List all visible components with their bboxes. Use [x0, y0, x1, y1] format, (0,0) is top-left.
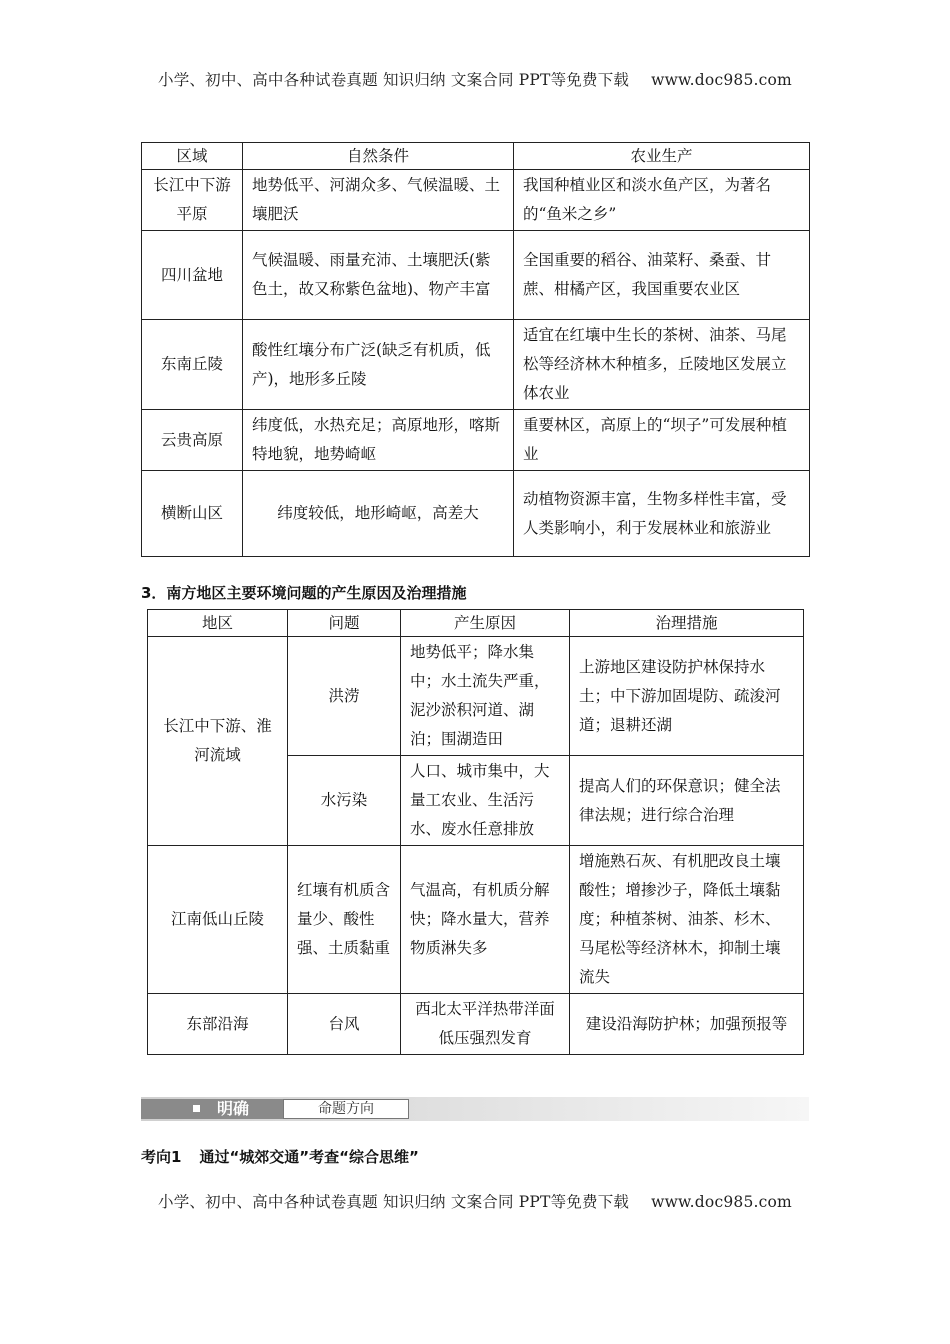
header-cell: 农业生产	[514, 143, 810, 170]
agri-cell: 重要林区，高原上的“坝子”可发展种植业	[514, 410, 810, 471]
nature-cell: 酸性红壤分布广泛(缺乏有机质，低产)，地形多丘陵	[243, 320, 514, 410]
agri-cell: 我国种植业区和淡水鱼产区，为著名的“鱼米之乡”	[514, 170, 810, 231]
header-cell: 区域	[142, 143, 243, 170]
south-region-agriculture-table	[141, 142, 810, 557]
section-title: 3．南方地区主要环境问题的产生原因及治理措施	[141, 584, 467, 602]
agri-cell: 适宜在红壤中生长的茶树、油茶、马尾松等经济林木种植多，丘陵地区发展立体农业	[514, 320, 810, 410]
problem-cell: 洪涝	[288, 637, 401, 756]
agri-cell: 全国重要的稻谷、油菜籽、桑蚕、甘蔗、柑橘产区，我国重要农业区	[514, 231, 810, 320]
kaoxiang-number: 考向1	[141, 1148, 182, 1166]
square-bullet-icon	[193, 1105, 200, 1112]
region-cell: 长江中下游、淮河流域	[148, 637, 288, 846]
cause-cell: 人口、城市集中，大量工农业、生活污水、废水任意排放	[401, 756, 570, 846]
header-text: 小学、初中、高中各种试卷真题 知识归纳 文案合同 PPT等免费下载	[158, 71, 630, 89]
header-cell: 问题	[288, 610, 401, 637]
nature-cell: 气候温暖、雨量充沛、土壤肥沃(紫色土，故又称紫色盆地)、物产丰富	[243, 231, 514, 320]
region-cell: 东南丘陵	[142, 320, 243, 410]
banner-label-box	[283, 1099, 409, 1119]
table-row	[148, 846, 804, 994]
measure-cell: 增施熟石灰、有机肥改良土壤酸性；增掺沙子，降低土壤黏度；种植茶树、油茶、杉木、马尾松等经济林木，抑制土壤流失	[570, 846, 804, 994]
region-cell: 江南低山丘陵	[148, 846, 288, 994]
table-row	[148, 994, 804, 1055]
problem-cell: 红壤有机质含量少、酸性强、土质黏重	[288, 846, 401, 994]
region-cell: 横断山区	[142, 471, 243, 557]
environment-problems-table	[147, 609, 804, 1055]
region-cell: 东部沿海	[148, 994, 288, 1055]
page-footer	[0, 1190, 950, 1212]
table-row	[142, 170, 810, 231]
table-row	[142, 231, 810, 320]
region-cell: 长江中下游平原	[142, 170, 243, 231]
kaoxiang-title: 通过“城郊交通”考查“综合思维”	[199, 1148, 419, 1166]
region-cell: 四川盆地	[142, 231, 243, 320]
measure-cell: 建设沿海防护林；加强预报等	[570, 994, 804, 1055]
header-cell: 产生原因	[401, 610, 570, 637]
banner-dark-tab	[141, 1099, 283, 1119]
header-url: www.doc985.com	[651, 71, 792, 89]
measure-cell: 上游地区建设防护林保持水土；中下游加固堤防、疏浚河道；退耕还湖	[570, 637, 804, 756]
agri-cell: 动植物资源丰富，生物多样性丰富，受人类影响小，利于发展林业和旅游业	[514, 471, 810, 557]
header-cell: 自然条件	[243, 143, 514, 170]
table-header-row	[142, 143, 810, 170]
problem-cell: 台风	[288, 994, 401, 1055]
nature-cell: 纬度较低，地形崎岖，高差大	[243, 471, 514, 557]
banner-label-secondary: 命题方向	[318, 1101, 374, 1117]
nature-cell: 纬度低，水热充足；高原地形，喀斯特地貌，地势崎岖	[243, 410, 514, 471]
cause-cell: 地势低平；降水集中；水土流失严重，泥沙淤积河道、湖泊；围湖造田	[401, 637, 570, 756]
header-cell: 地区	[148, 610, 288, 637]
footer-url: www.doc985.com	[651, 1193, 792, 1211]
kaoxiang-heading	[141, 1146, 419, 1167]
nature-cell: 地势低平、河湖众多、气候温暖、土壤肥沃	[243, 170, 514, 231]
region-cell: 云贵高原	[142, 410, 243, 471]
table-row	[148, 637, 804, 756]
page-header	[0, 68, 950, 90]
header-cell: 治理措施	[570, 610, 804, 637]
table-row	[142, 471, 810, 557]
cause-cell: 西北太平洋热带洋面低压强烈发育	[401, 994, 570, 1055]
problem-cell: 水污染	[288, 756, 401, 846]
banner-label-primary: 明确	[217, 1099, 250, 1118]
section-banner	[141, 1097, 809, 1121]
footer-text: 小学、初中、高中各种试卷真题 知识归纳 文案合同 PPT等免费下载	[158, 1193, 630, 1211]
table-row	[142, 320, 810, 410]
cause-cell: 气温高，有机质分解快；降水量大，营养物质淋失多	[401, 846, 570, 994]
table-row	[142, 410, 810, 471]
table-header-row	[148, 610, 804, 637]
measure-cell: 提高人们的环保意识；健全法律法规；进行综合治理	[570, 756, 804, 846]
